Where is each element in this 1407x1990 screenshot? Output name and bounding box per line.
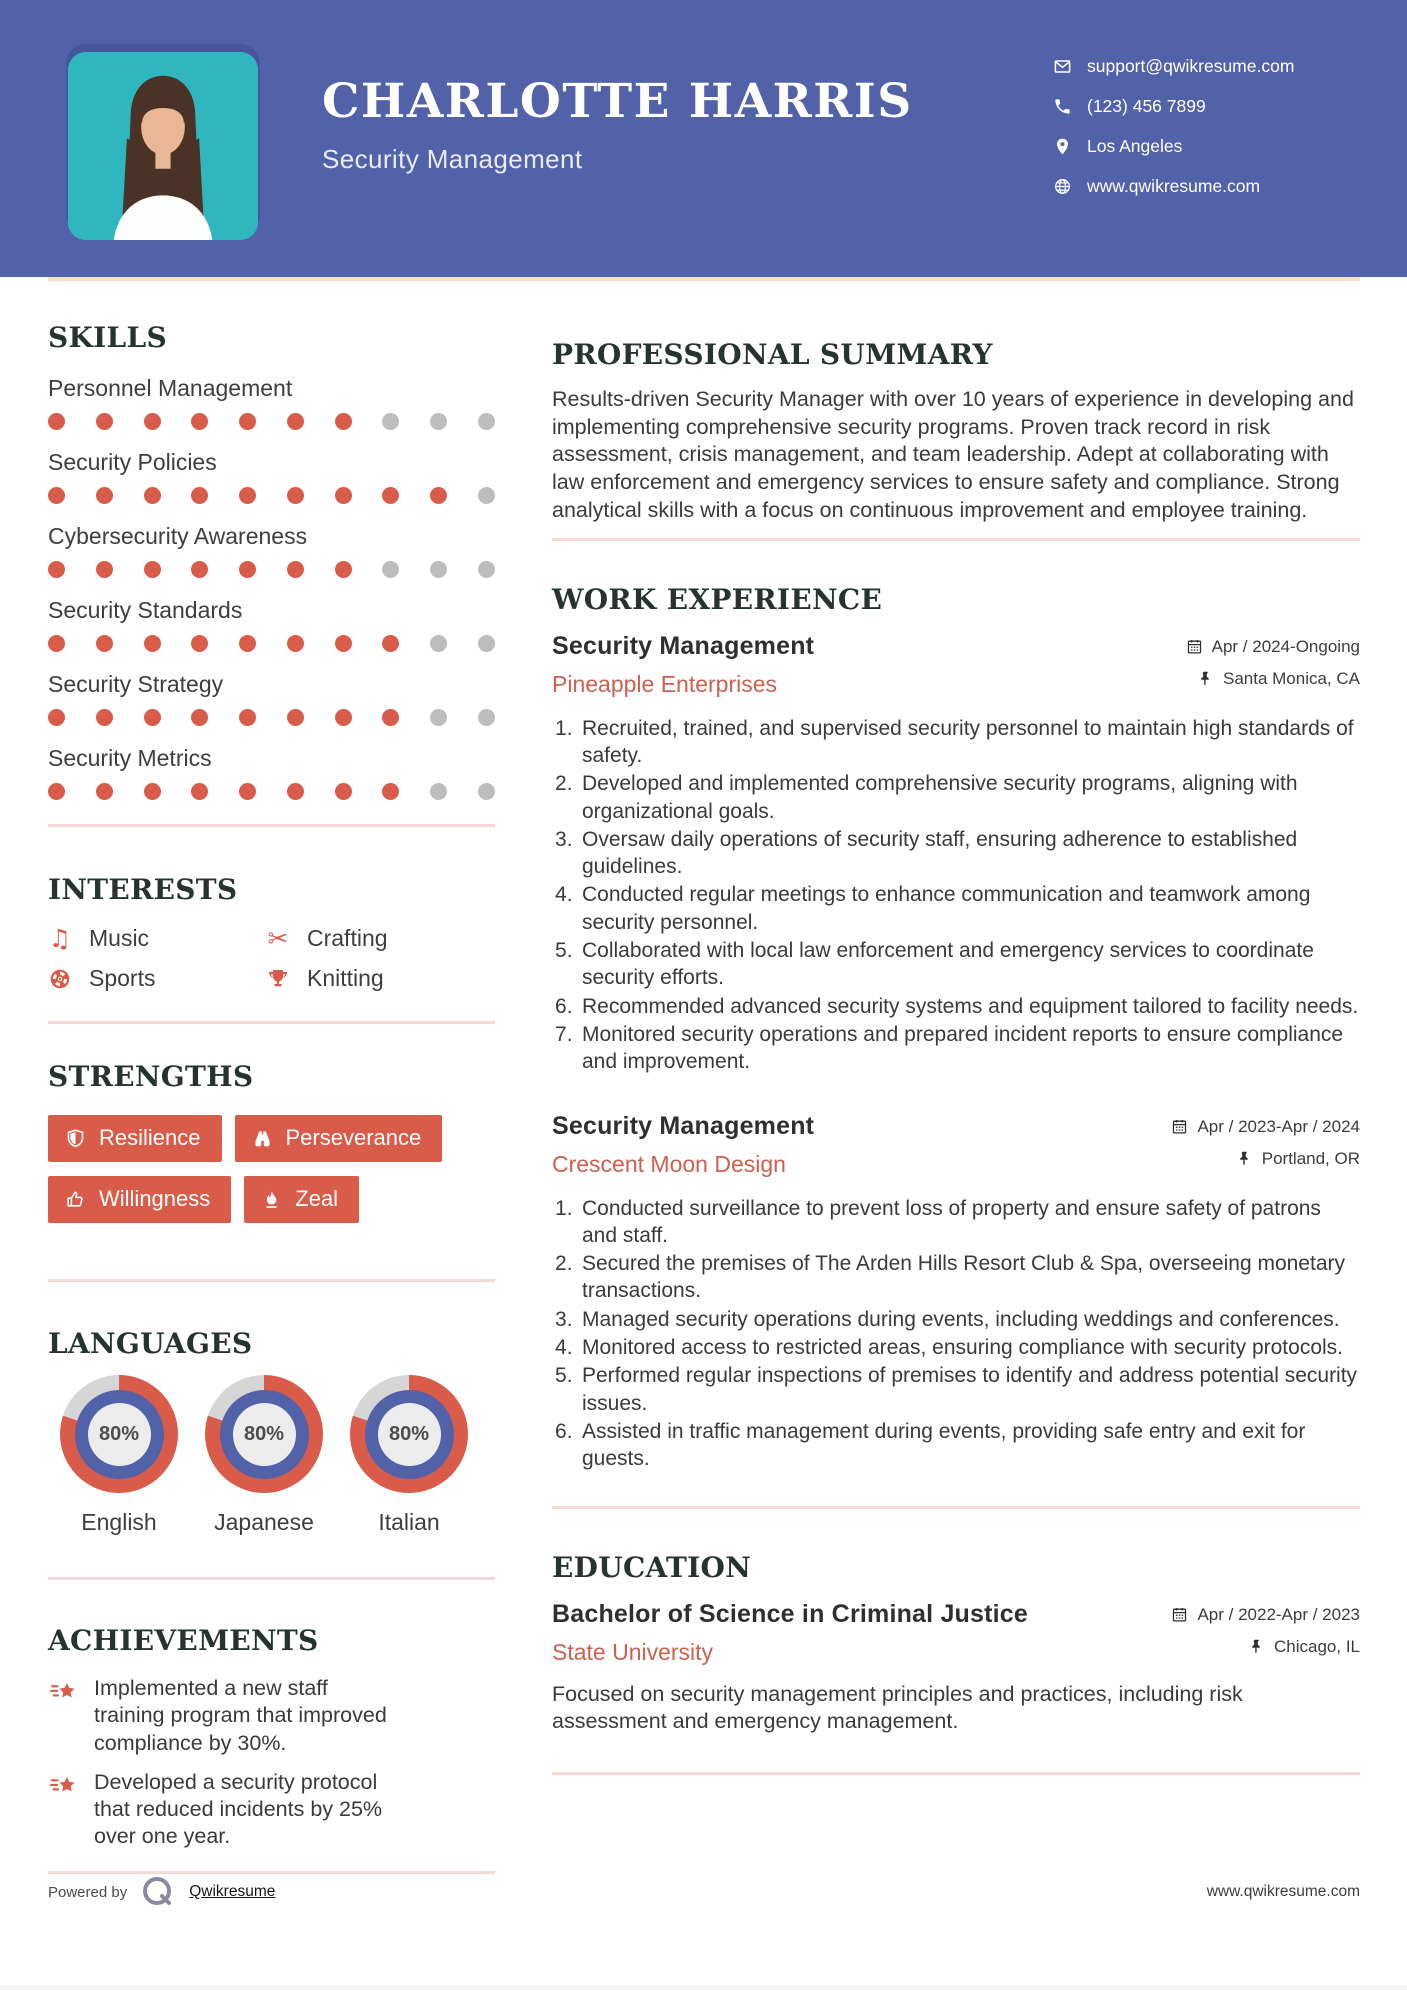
strength-badge xyxy=(48,1176,231,1223)
job-bullet: Collaborated with local law enforcement and emergency services to coordinate security efforts. xyxy=(582,939,1314,990)
skill-item xyxy=(48,375,495,430)
skill-rating-dot xyxy=(239,783,256,800)
skill-name: Security Strategy xyxy=(48,671,224,697)
skill-rating-dot xyxy=(382,709,399,726)
skill-rating xyxy=(48,413,495,430)
pushpin-icon xyxy=(1236,1150,1253,1167)
profile-photo-image xyxy=(68,52,258,240)
profile-photo xyxy=(66,44,260,242)
job-bullet: Monitored security operations and prepared incident reports to ensure compliance and improvement. xyxy=(582,1022,1344,1074)
job-location: Portland, OR xyxy=(1261,1148,1360,1168)
interest-label: Crafting xyxy=(307,925,388,951)
job-bullet: Conducted surveillance to prevent loss of property and ensure safety of patrons and staff. xyxy=(582,1196,1321,1247)
skill-name: Security Standards xyxy=(48,597,243,623)
skill-rating-dot xyxy=(96,413,113,430)
interests-title: INTERESTS xyxy=(48,873,238,906)
job-header xyxy=(552,1112,1360,1178)
contact-label: Los Angeles xyxy=(1087,136,1183,156)
skills-title: SKILLS xyxy=(48,321,168,354)
strength-label: Resilience xyxy=(99,1125,201,1150)
language-percent: 80% xyxy=(233,1403,296,1466)
job-date: Apr / 2024-Ongoing xyxy=(1211,636,1360,656)
scissors-icon: ✂ xyxy=(267,924,289,953)
job-bullet: Oversaw daily operations of security staff, ensuring adherence to established guidelines. xyxy=(582,827,1298,879)
skill-rating xyxy=(48,709,495,726)
name-block xyxy=(322,74,913,175)
shooting-star-icon xyxy=(48,1771,79,1802)
strength-label: Zeal xyxy=(295,1186,339,1211)
interest-item xyxy=(48,925,266,952)
job-location: Santa Monica, CA xyxy=(1222,668,1360,688)
page-bottom-edge xyxy=(0,1985,1407,1990)
content-columns xyxy=(0,281,1407,1874)
skill-rating-dot xyxy=(478,413,495,430)
header xyxy=(0,0,1407,277)
job-bullet: Conducted regular meetings to enhance communication and teamwork among security personnel. xyxy=(582,883,1311,934)
skill-rating-dot xyxy=(430,561,447,578)
achievements-list xyxy=(48,1675,495,1851)
job-date: Apr / 2023-Apr / 2024 xyxy=(1197,1116,1360,1136)
phone-icon xyxy=(1053,97,1072,116)
job-role: Security Management xyxy=(552,1111,815,1140)
skill-rating-dot xyxy=(239,709,256,726)
language-name: English xyxy=(81,1509,157,1535)
job-main xyxy=(552,1112,814,1178)
shield-icon xyxy=(65,1128,86,1149)
skill-rating-dot xyxy=(335,413,352,430)
languages-title: LANGUAGES xyxy=(48,1327,253,1360)
skill-rating-dot xyxy=(430,413,447,430)
skill-rating-dot xyxy=(48,635,65,652)
skill-rating-dot xyxy=(144,709,161,726)
language-donut-ring xyxy=(220,1390,309,1479)
skill-rating-dot xyxy=(478,709,495,726)
skill-item xyxy=(48,745,495,800)
skill-rating-dot xyxy=(335,487,352,504)
skill-rating-dot xyxy=(239,487,256,504)
language-donut-chart xyxy=(60,1375,178,1493)
education-date: Apr / 2022-Apr / 2023 xyxy=(1197,1604,1360,1624)
contact-row[interactable] xyxy=(1053,96,1294,117)
job-meta xyxy=(1171,1112,1360,1169)
job-company: Pineapple Enterprises xyxy=(552,670,778,697)
strength-label: Willingness xyxy=(99,1186,211,1211)
calendar-icon xyxy=(1171,1606,1188,1623)
powered-by-label: Powered by xyxy=(48,1883,128,1901)
education-location: Chicago, IL xyxy=(1274,1636,1360,1656)
skill-rating-dot xyxy=(191,783,208,800)
languages-list xyxy=(48,1375,495,1536)
skill-rating-dot xyxy=(287,487,304,504)
language-percent: 80% xyxy=(378,1403,441,1466)
job-bullet: Secured the premises of The Arden Hills Resort Club & Spa, overseeing monetary transactions. xyxy=(582,1252,1345,1303)
skill-rating-dot xyxy=(48,561,65,578)
section-divider xyxy=(552,538,1360,541)
job-bullet: Performed regular inspections of premises to identify and address potential security issues. xyxy=(582,1364,1358,1415)
skill-rating-dot xyxy=(144,487,161,504)
calendar-icon xyxy=(1171,1118,1188,1135)
skill-rating-dot xyxy=(478,783,495,800)
summary-title: PROFESSIONAL SUMMARY xyxy=(552,338,993,371)
skills-list xyxy=(48,375,495,800)
skill-rating-dot xyxy=(287,413,304,430)
skill-rating xyxy=(48,561,495,578)
language-item xyxy=(205,1375,323,1536)
skill-rating-dot xyxy=(382,561,399,578)
job-bullet: Managed security operations during events, including weddings and conferences. xyxy=(582,1307,1340,1331)
language-donut-chart xyxy=(350,1375,468,1493)
powered-by xyxy=(48,1872,275,1912)
candidate-job-title: Security Management xyxy=(322,144,583,174)
education-entry xyxy=(552,1600,1360,1737)
location-pin-icon xyxy=(1053,137,1072,156)
degree-name: Bachelor of Science in Criminal Justice xyxy=(552,1599,1029,1628)
interest-label: Sports xyxy=(89,965,156,991)
interests-list xyxy=(48,925,495,992)
language-donut-chart xyxy=(205,1375,323,1493)
skill-rating-dot xyxy=(144,413,161,430)
language-percent: 80% xyxy=(88,1403,151,1466)
strengths-title: STRENGTHS xyxy=(48,1060,254,1093)
education-date-row xyxy=(1171,1605,1360,1625)
candidate-name: CHARLOTTE HARRIS xyxy=(322,74,913,129)
skill-rating-dot xyxy=(48,709,65,726)
skill-rating-dot xyxy=(191,709,208,726)
job-bullet: Recruited, trained, and supervised security personnel to maintain high standards of safety. xyxy=(582,716,1354,767)
language-name: Japanese xyxy=(214,1509,314,1535)
skill-rating-dot xyxy=(191,487,208,504)
music-note-icon: ♫ xyxy=(48,924,72,953)
interest-label: Music xyxy=(89,925,150,951)
globe-icon xyxy=(1053,177,1072,196)
skill-rating-dot xyxy=(430,487,447,504)
skill-rating-dot xyxy=(382,413,399,430)
skill-rating-dot xyxy=(96,783,113,800)
interest-item xyxy=(266,965,495,992)
skill-item xyxy=(48,671,495,726)
skill-rating-dot xyxy=(48,487,65,504)
skill-rating-dot xyxy=(96,709,113,726)
skill-rating-dot xyxy=(478,487,495,504)
work-experience-title: WORK EXPERIENCE xyxy=(552,582,883,616)
skill-item xyxy=(48,597,495,652)
language-donut-ring xyxy=(75,1390,164,1479)
skill-rating xyxy=(48,487,495,504)
job-meta xyxy=(1186,632,1360,689)
skill-rating-dot xyxy=(382,635,399,652)
job-date-row xyxy=(1186,637,1360,657)
trophy-icon xyxy=(266,967,290,991)
contact-row[interactable] xyxy=(1053,136,1294,157)
interest-item xyxy=(266,925,495,952)
strength-label: Perseverance xyxy=(285,1125,422,1150)
strengths-list xyxy=(48,1115,495,1223)
job-bullet: Recommended advanced security systems and equipment tailored to facility needs. xyxy=(582,994,1359,1018)
job-company: Crescent Moon Design xyxy=(552,1150,786,1177)
interest-label: Knitting xyxy=(307,965,384,991)
skill-rating-dot xyxy=(48,413,65,430)
education-main xyxy=(552,1600,1028,1666)
contact-row[interactable] xyxy=(1053,176,1294,197)
school-name: State University xyxy=(552,1638,714,1665)
skill-rating-dot xyxy=(287,783,304,800)
job-bullet: Developed and implemented comprehensive security programs, aligning with organizational goals. xyxy=(582,772,1298,823)
job-bullet-list xyxy=(552,1195,1360,1473)
skill-rating-dot xyxy=(382,783,399,800)
skill-rating-dot xyxy=(335,783,352,800)
strength-badge xyxy=(235,1115,443,1162)
section-divider xyxy=(552,1772,1360,1775)
interest-item xyxy=(48,965,266,992)
job-entry xyxy=(552,632,1360,1076)
skill-rating-dot xyxy=(287,561,304,578)
skill-rating-dot xyxy=(144,635,161,652)
skill-rating-dot xyxy=(335,561,352,578)
skill-rating-dot xyxy=(96,487,113,504)
education-meta xyxy=(1171,1600,1360,1657)
achievements-title: ACHIEVEMENTS xyxy=(48,1624,319,1657)
section-divider xyxy=(48,1577,495,1580)
achievement-item xyxy=(48,1769,495,1851)
skill-name: Security Metrics xyxy=(48,745,212,771)
binoculars-icon xyxy=(252,1128,273,1149)
job-main xyxy=(552,632,814,698)
contact-label: support@qwikresume.com xyxy=(1087,56,1295,76)
skill-rating xyxy=(48,635,495,652)
contact-list xyxy=(1053,56,1294,197)
contact-row[interactable] xyxy=(1053,56,1294,77)
section-divider xyxy=(552,1506,1360,1509)
skill-rating-dot xyxy=(191,413,208,430)
skill-rating-dot xyxy=(335,635,352,652)
skill-name: Security Policies xyxy=(48,449,217,475)
skill-rating-dot xyxy=(144,783,161,800)
pushpin-icon xyxy=(1248,1638,1265,1655)
achievement-item xyxy=(48,1675,495,1757)
job-bullet: Assisted in traffic management during events, providing safe entry and exit for guests. xyxy=(582,1419,1306,1471)
right-column xyxy=(552,281,1360,1874)
education-location-row xyxy=(1248,1637,1360,1657)
soccer-ball-icon xyxy=(48,967,72,991)
skill-rating-dot xyxy=(144,561,161,578)
summary-text: Results-driven Security Manager with over 10 years of experience in developing and implementing comprehensive security programs. Proven track record in risk assessment, crisis management, and team leadership. Adept at collaborating with law enforcement and emergency services to ensure safety and compliance. Strong analytical skills with a focus on continuous improvement and employee training. xyxy=(552,387,1354,522)
education-description: Focused on security management principles and practices, including risk assessment and emergency management. xyxy=(552,1681,1243,1734)
skill-rating xyxy=(48,783,495,800)
education-title: EDUCATION xyxy=(552,1550,752,1584)
skill-rating-dot xyxy=(239,561,256,578)
footer-website: www.qwikresume.com xyxy=(1206,1883,1360,1900)
thumbs-up-icon xyxy=(65,1189,86,1210)
job-role: Security Management xyxy=(552,631,815,660)
qwikresume-link[interactable]: Qwikresume xyxy=(189,1883,276,1900)
job-bullet: Monitored access to restricted areas, ensuring compliance with security protocols. xyxy=(582,1336,1344,1360)
job-header xyxy=(552,632,1360,698)
skill-rating-dot xyxy=(335,709,352,726)
flame-icon xyxy=(261,1189,282,1210)
skill-item xyxy=(48,449,495,504)
contact-label: (123) 456 7899 xyxy=(1087,96,1206,116)
job-entry xyxy=(552,1112,1360,1473)
skill-rating-dot xyxy=(191,635,208,652)
skill-item xyxy=(48,523,495,578)
skill-name: Personnel Management xyxy=(48,375,293,401)
contact-label: www.qwikresume.com xyxy=(1087,176,1261,196)
achievement-text: Implemented a new staff training program that improved compliance by 30%. xyxy=(94,1676,387,1755)
skill-rating-dot xyxy=(96,561,113,578)
language-donut-ring xyxy=(365,1390,454,1479)
qwikresume-logo-icon xyxy=(138,1872,178,1912)
language-item xyxy=(350,1375,468,1536)
envelope-icon xyxy=(1053,57,1072,76)
job-location-row xyxy=(1197,669,1360,689)
skill-rating-dot xyxy=(96,635,113,652)
language-name: Italian xyxy=(378,1509,440,1535)
skill-name: Cybersecurity Awareness xyxy=(48,523,308,549)
jobs-list xyxy=(552,632,1360,1473)
strength-badge xyxy=(48,1115,222,1162)
skill-rating-dot xyxy=(239,635,256,652)
skill-rating-dot xyxy=(382,487,399,504)
job-date-row xyxy=(1171,1117,1360,1137)
job-bullet-list xyxy=(552,715,1360,1076)
achievement-text: Developed a security protocol that reduced incidents by 25% over one year. xyxy=(94,1769,383,1849)
skill-rating-dot xyxy=(430,635,447,652)
job-location-row xyxy=(1236,1149,1360,1169)
skill-rating-dot xyxy=(287,709,304,726)
pushpin-icon xyxy=(1197,670,1214,687)
shooting-star-icon xyxy=(48,1677,79,1708)
section-divider xyxy=(48,1279,495,1282)
skill-rating-dot xyxy=(478,561,495,578)
section-divider xyxy=(48,1021,495,1024)
skill-rating-dot xyxy=(430,783,447,800)
skill-rating-dot xyxy=(430,709,447,726)
section-divider xyxy=(48,824,495,827)
skill-rating-dot xyxy=(48,783,65,800)
skill-rating-dot xyxy=(478,635,495,652)
left-column xyxy=(48,281,495,1874)
strength-badge xyxy=(244,1176,359,1223)
skill-rating-dot xyxy=(287,635,304,652)
skill-rating-dot xyxy=(239,413,256,430)
skill-rating-dot xyxy=(191,561,208,578)
calendar-icon xyxy=(1186,638,1203,655)
footer xyxy=(48,1872,1360,1912)
education-header xyxy=(552,1600,1360,1666)
language-item xyxy=(60,1375,178,1536)
